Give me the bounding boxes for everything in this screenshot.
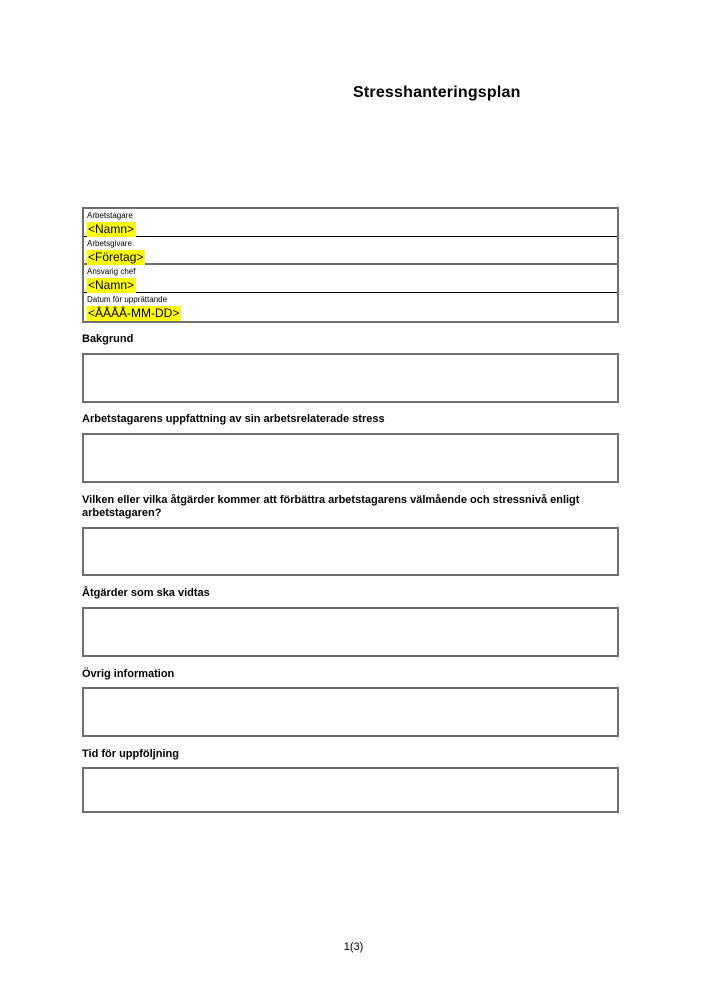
page-number: 1(3) xyxy=(343,941,364,953)
field-placeholder-name[interactable]: <Namn> xyxy=(88,222,135,236)
document-title: Stresshanteringsplan xyxy=(353,84,521,101)
section-heading: Bakgrund xyxy=(82,333,134,345)
answer-box-atgarder-forbattra[interactable] xyxy=(82,527,619,576)
section-uppfoljning xyxy=(82,748,625,761)
answer-box-ovrig-information[interactable] xyxy=(82,687,619,737)
table-row-datum xyxy=(84,293,617,321)
section-heading: Arbetstagarens uppfattning av sin arbetsrelaterade stress xyxy=(82,413,385,425)
field-placeholder-company[interactable]: <Företag> xyxy=(88,250,144,264)
section-heading: Tid för uppföljning xyxy=(82,748,179,760)
field-label: Datum för upprättande xyxy=(87,295,168,304)
section-atgarder-vidtas xyxy=(82,587,625,600)
section-bakgrund xyxy=(82,333,625,346)
section-heading: Åtgärder som ska vidtas xyxy=(82,587,210,599)
table-row-arbetsgivare xyxy=(84,237,617,265)
info-table xyxy=(82,207,619,323)
answer-box-bakgrund[interactable] xyxy=(82,353,619,403)
section-ovrig-information xyxy=(82,668,625,681)
table-row-ansvarig-chef xyxy=(84,265,617,293)
section-heading: Övrig information xyxy=(82,668,175,680)
field-placeholder-date[interactable]: <ÅÅÅÅ-MM-DD> xyxy=(88,306,180,320)
field-label: Ansvarig chef xyxy=(87,267,136,276)
section-uppfattning xyxy=(82,413,625,426)
answer-box-atgarder-vidtas[interactable] xyxy=(82,607,619,657)
field-label: Arbetsgivare xyxy=(87,239,132,248)
field-placeholder-manager[interactable]: <Namn> xyxy=(88,278,135,292)
table-row-arbetstagare xyxy=(84,209,617,237)
answer-box-uppfoljning[interactable] xyxy=(82,767,619,813)
section-heading: Vilken eller vilka åtgärder kommer att förbättra arbetstagarens välmående och stressnivå enligt arbetstagaren? xyxy=(82,494,580,519)
answer-box-uppfattning[interactable] xyxy=(82,433,619,483)
field-label: Arbetstagare xyxy=(87,211,133,220)
section-atgarder-forbattra xyxy=(82,494,625,520)
